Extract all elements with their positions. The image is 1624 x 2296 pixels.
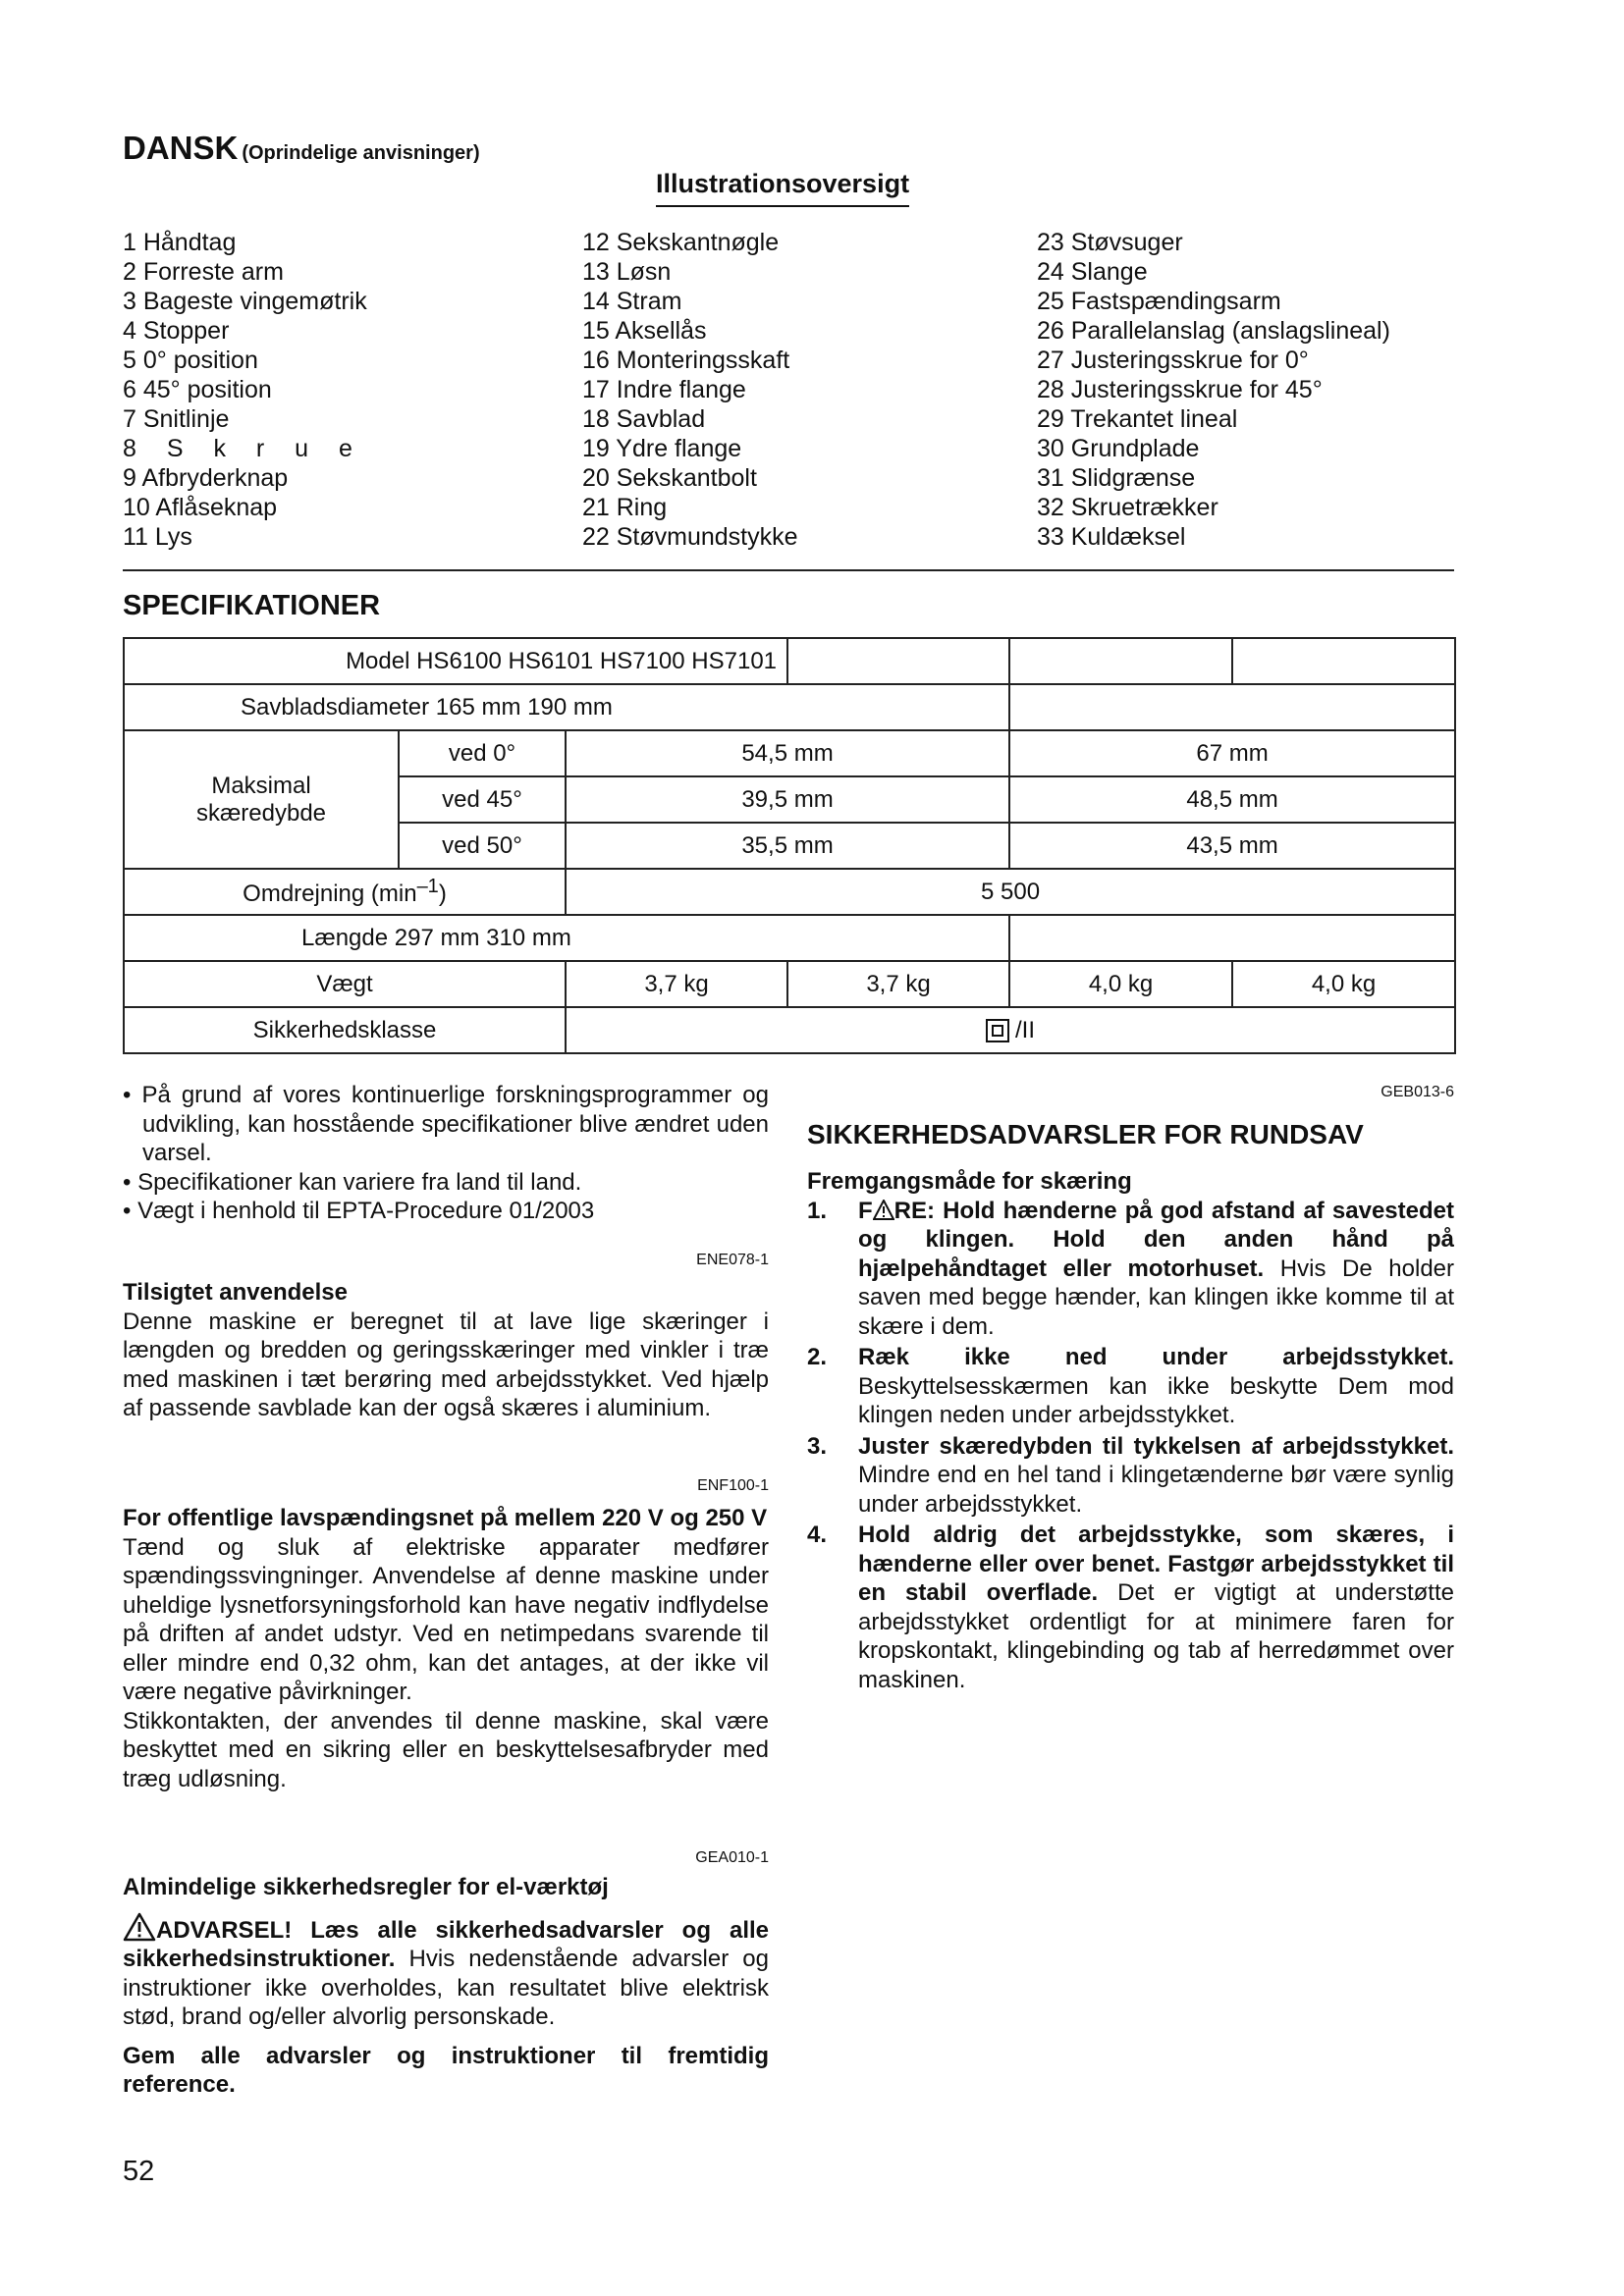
illustration-title: Illustrationsoversigt [656, 169, 909, 207]
spec-row-rpm [124, 869, 1455, 915]
part-item: 26 Parallelanslag (anslagslineal) [1037, 317, 1390, 345]
depth-value: 54,5 mm [566, 730, 1009, 776]
weight-label: Vægt [124, 961, 566, 1007]
part-item: 16 Monteringsskaft [582, 347, 790, 374]
part-item: 33 Kuldæksel [1037, 523, 1186, 551]
part-item: 19 Ydre flange [582, 435, 742, 462]
max-depth-label: Maksimal skæredybde [124, 730, 399, 869]
part-item: 5 0° position [123, 347, 258, 374]
part-item: 7 Snitlinje [123, 405, 230, 433]
rpm-label [124, 869, 566, 915]
warning-icon [873, 1200, 894, 1221]
spec-empty-cell [1232, 638, 1455, 684]
language-title: DANSK [123, 130, 239, 166]
part-item: 32 Skruetrækker [1037, 494, 1218, 521]
spec-empty-cell [787, 638, 1009, 684]
item-bold-prefix: F [858, 1197, 873, 1224]
spec-empty-cell [1009, 638, 1232, 684]
grid-text-2: Stikkontakten, der anvendes til denne maskine, skal være beskyttet med en sikring eller en beskyttelsesafbryder med træg udløsning. [123, 1707, 769, 1792]
doc-code: ENE078-1 [696, 1252, 769, 1268]
part-item: 3 Bageste vingemøtrik [123, 288, 367, 315]
item-text: Beskyttelsesskærmen kan ikke beskytte Dem mod klingen neden under arbejdsstykket. [858, 1372, 1454, 1428]
part-item: 9 Afbryderknap [123, 464, 289, 492]
part-item: 1 Håndtag [123, 229, 237, 256]
part-item: 2 Forreste arm [123, 258, 284, 286]
warning-paragraph [123, 1912, 769, 2032]
depth-value: 35,5 mm [566, 823, 1009, 869]
model-cell: Model HS6100 HS6101 HS7100 HS7101 [124, 638, 787, 684]
part-item: 8 S k r u e [123, 435, 352, 462]
part-item: 11 Lys [123, 523, 192, 551]
doc-code: GEA010-1 [695, 1849, 769, 1866]
warning-icon [123, 1912, 156, 1942]
double-insulation-icon [986, 1019, 1009, 1042]
doc-code: GEB013-6 [1380, 1084, 1454, 1100]
language-note: (Oprindelige anvisninger) [242, 142, 480, 164]
part-item: 14 Stram [582, 288, 682, 315]
part-item: 17 Indre flange [582, 376, 746, 403]
warning-item [807, 1521, 1454, 1694]
safety-class-label: Sikkerhedsklasse [124, 1007, 566, 1053]
intended-use-title: Tilsigtet anvendelse [123, 1279, 348, 1306]
warning-item [807, 1197, 1454, 1342]
weight-value: 4,0 kg [1009, 961, 1232, 1007]
spec-table [123, 637, 1456, 1054]
spec-row-weight [124, 961, 1455, 1007]
rpm-unit-sup: –1 [416, 876, 439, 897]
part-item: 10 Aflåseknap [123, 494, 278, 521]
keep-instructions: Gem alle advarsler og instruktioner til fremtidig reference. [123, 2042, 769, 2098]
depth-value: 48,5 mm [1009, 776, 1455, 823]
note-item: • Vægt i henhold til EPTA-Procedure 01/2003 [123, 1198, 595, 1224]
divider [123, 569, 1454, 571]
part-item: 24 Slange [1037, 258, 1148, 286]
item-text: Hvis De holder saven med begge hænder, kan klingen ikke komme til at skære i dem. [858, 1255, 1455, 1340]
specs-title: SPECIFIKATIONER [123, 590, 381, 621]
part-item: 30 Grundplade [1037, 435, 1200, 462]
rpm-value: 5 500 [566, 869, 1455, 915]
part-item: 4 Stopper [123, 317, 230, 345]
part-item: 13 Løsn [582, 258, 672, 286]
item-bold: Juster skæredybden til tykkelsen af arbejdsstykket. [858, 1432, 1454, 1460]
item-number: 3. [807, 1432, 828, 1460]
spec-notes [123, 1081, 769, 1226]
doc-code: ENF100-1 [697, 1477, 769, 1494]
part-item: 20 Sekskantbolt [582, 464, 757, 492]
item-number: 1. [807, 1197, 828, 1224]
parts-column-1 [123, 228, 367, 552]
spec-empty-cell [1009, 684, 1455, 730]
rpm-label-text: Omdrejning (min [243, 881, 417, 907]
depth-value: 39,5 mm [566, 776, 1009, 823]
depth-angle: ved 45° [399, 776, 566, 823]
language-heading [123, 130, 480, 167]
cutting-section [807, 1167, 1454, 1696]
warning-bold: ADVARSEL! Læs alle sikkerhedsadvarsler og alle sikkerhedsinstruktioner. [123, 1916, 769, 1972]
grid-title: For offentlige lavspændingsnet på mellem 220 V og 250 V [123, 1505, 768, 1531]
parts-column-3 [1037, 228, 1390, 552]
spec-row-model [124, 638, 1455, 684]
weight-value: 3,7 kg [787, 961, 1009, 1007]
blade-diameter-cell: Savbladsdiameter 165 mm 190 mm [124, 684, 1009, 730]
warning-list [807, 1197, 1454, 1695]
spec-row-depth [124, 730, 1455, 776]
note-item: • På grund af vores kontinuerlige forskningsprogrammer og udvikling, kan hosstående specifikationer blive ændret uden varsel. [123, 1082, 769, 1166]
parts-column-2 [582, 228, 798, 552]
part-item: 27 Justeringsskrue for 0° [1037, 347, 1309, 374]
general-safety-section [123, 1873, 769, 2100]
spec-row-length [124, 915, 1455, 961]
intended-use-text: Denne maskine er beregnet til at lave lige skæringer i længden og bredden og geringsskæringer med vinkler i træ med maskinen i tæt berøring med arbejdsstykket. Ved hjælp af passende savblade kan der også skæres i aluminium. [123, 1308, 769, 1421]
spec-row-blade [124, 684, 1455, 730]
warning-text: Hvis nedenstående advarsler og instruktioner ikke overholdes, kan resultatet blive elektrisk stød, brand og/eller alvorlig personskade. [123, 1946, 769, 2030]
item-number: 2. [807, 1344, 828, 1370]
part-item: 6 45° position [123, 376, 272, 403]
item-bold: Ræk ikke ned under arbejdsstykket. [858, 1344, 1454, 1370]
general-safety-title: Almindelige sikkerhedsregler for el-værktøj [123, 1874, 609, 1900]
item-bold: Hold aldrig det arbejdsstykke, som skæres, i hænderne eller over benet. Fastgør arbejdsstykket til en stabil overflade. [858, 1522, 1454, 1606]
depth-angle: ved 0° [399, 730, 566, 776]
item-number: 4. [807, 1522, 828, 1548]
warning-item [807, 1432, 1454, 1520]
part-item: 12 Sekskantnøgle [582, 229, 780, 256]
item-text: Det er vigtigt at understøtte arbejdsstykket ordentligt for at minimere faren for kropskontakt, klingebinding og tab af herredømmet over maskinen. [858, 1579, 1454, 1693]
grid-text: Tænd og sluk af elektriske apparater medfører spændingssvingninger. Anvendelse af denne maskine under uheldige lysnetforsyningsforhold kan have negativ indflydelse på driften af andet udstyr. Ved en netimpedans svarende til eller mindre end 0,32 ohm, kan det antages, at der ikke vil være negative påvirkninger. [123, 1533, 769, 1705]
rpm-label-close: ) [438, 881, 447, 907]
item-text: Mindre end en hel tand i klingetænderne bør være synlig under arbejdsstykket. [858, 1462, 1454, 1518]
part-item: 29 Trekantet lineal [1037, 405, 1238, 433]
weight-value: 4,0 kg [1232, 961, 1455, 1007]
safety-class-value [566, 1007, 1455, 1053]
item-bold: RE: Hold hænderne på god afstand af savestedet og klingen. Hold den anden hånd på hjælpehåndtaget eller motorhuset. [858, 1197, 1454, 1282]
spec-row-safety [124, 1007, 1455, 1053]
depth-angle: ved 50° [399, 823, 566, 869]
part-item: 28 Justeringsskrue for 45° [1037, 376, 1323, 403]
note-item: • Specifikationer kan variere fra land til land. [123, 1168, 582, 1196]
length-cell: Længde 297 mm 310 mm [124, 915, 1009, 961]
depth-value: 43,5 mm [1009, 823, 1455, 869]
part-item: 18 Savblad [582, 405, 706, 433]
part-item: 21 Ring [582, 494, 668, 521]
page-number: 52 [123, 2156, 155, 2187]
procedure-title: Fremgangsmåde for skæring [807, 1168, 1132, 1195]
grid-section [123, 1504, 769, 1793]
part-item: 15 Aksellås [582, 317, 707, 345]
intended-use-section [123, 1278, 769, 1423]
part-item: 23 Støvsuger [1037, 229, 1183, 256]
warning-item [807, 1343, 1454, 1430]
circular-saw-title: SIKKERHEDSADVARSLER FOR RUNDSAV [807, 1119, 1364, 1149]
part-item: 25 Fastspændingsarm [1037, 288, 1281, 315]
spec-empty-cell [1009, 915, 1455, 961]
part-item: 22 Støvmundstykke [582, 523, 798, 551]
safety-class-text: /II [1015, 1016, 1036, 1043]
part-item: 31 Slidgrænse [1037, 464, 1196, 492]
depth-value: 67 mm [1009, 730, 1455, 776]
weight-value: 3,7 kg [566, 961, 787, 1007]
